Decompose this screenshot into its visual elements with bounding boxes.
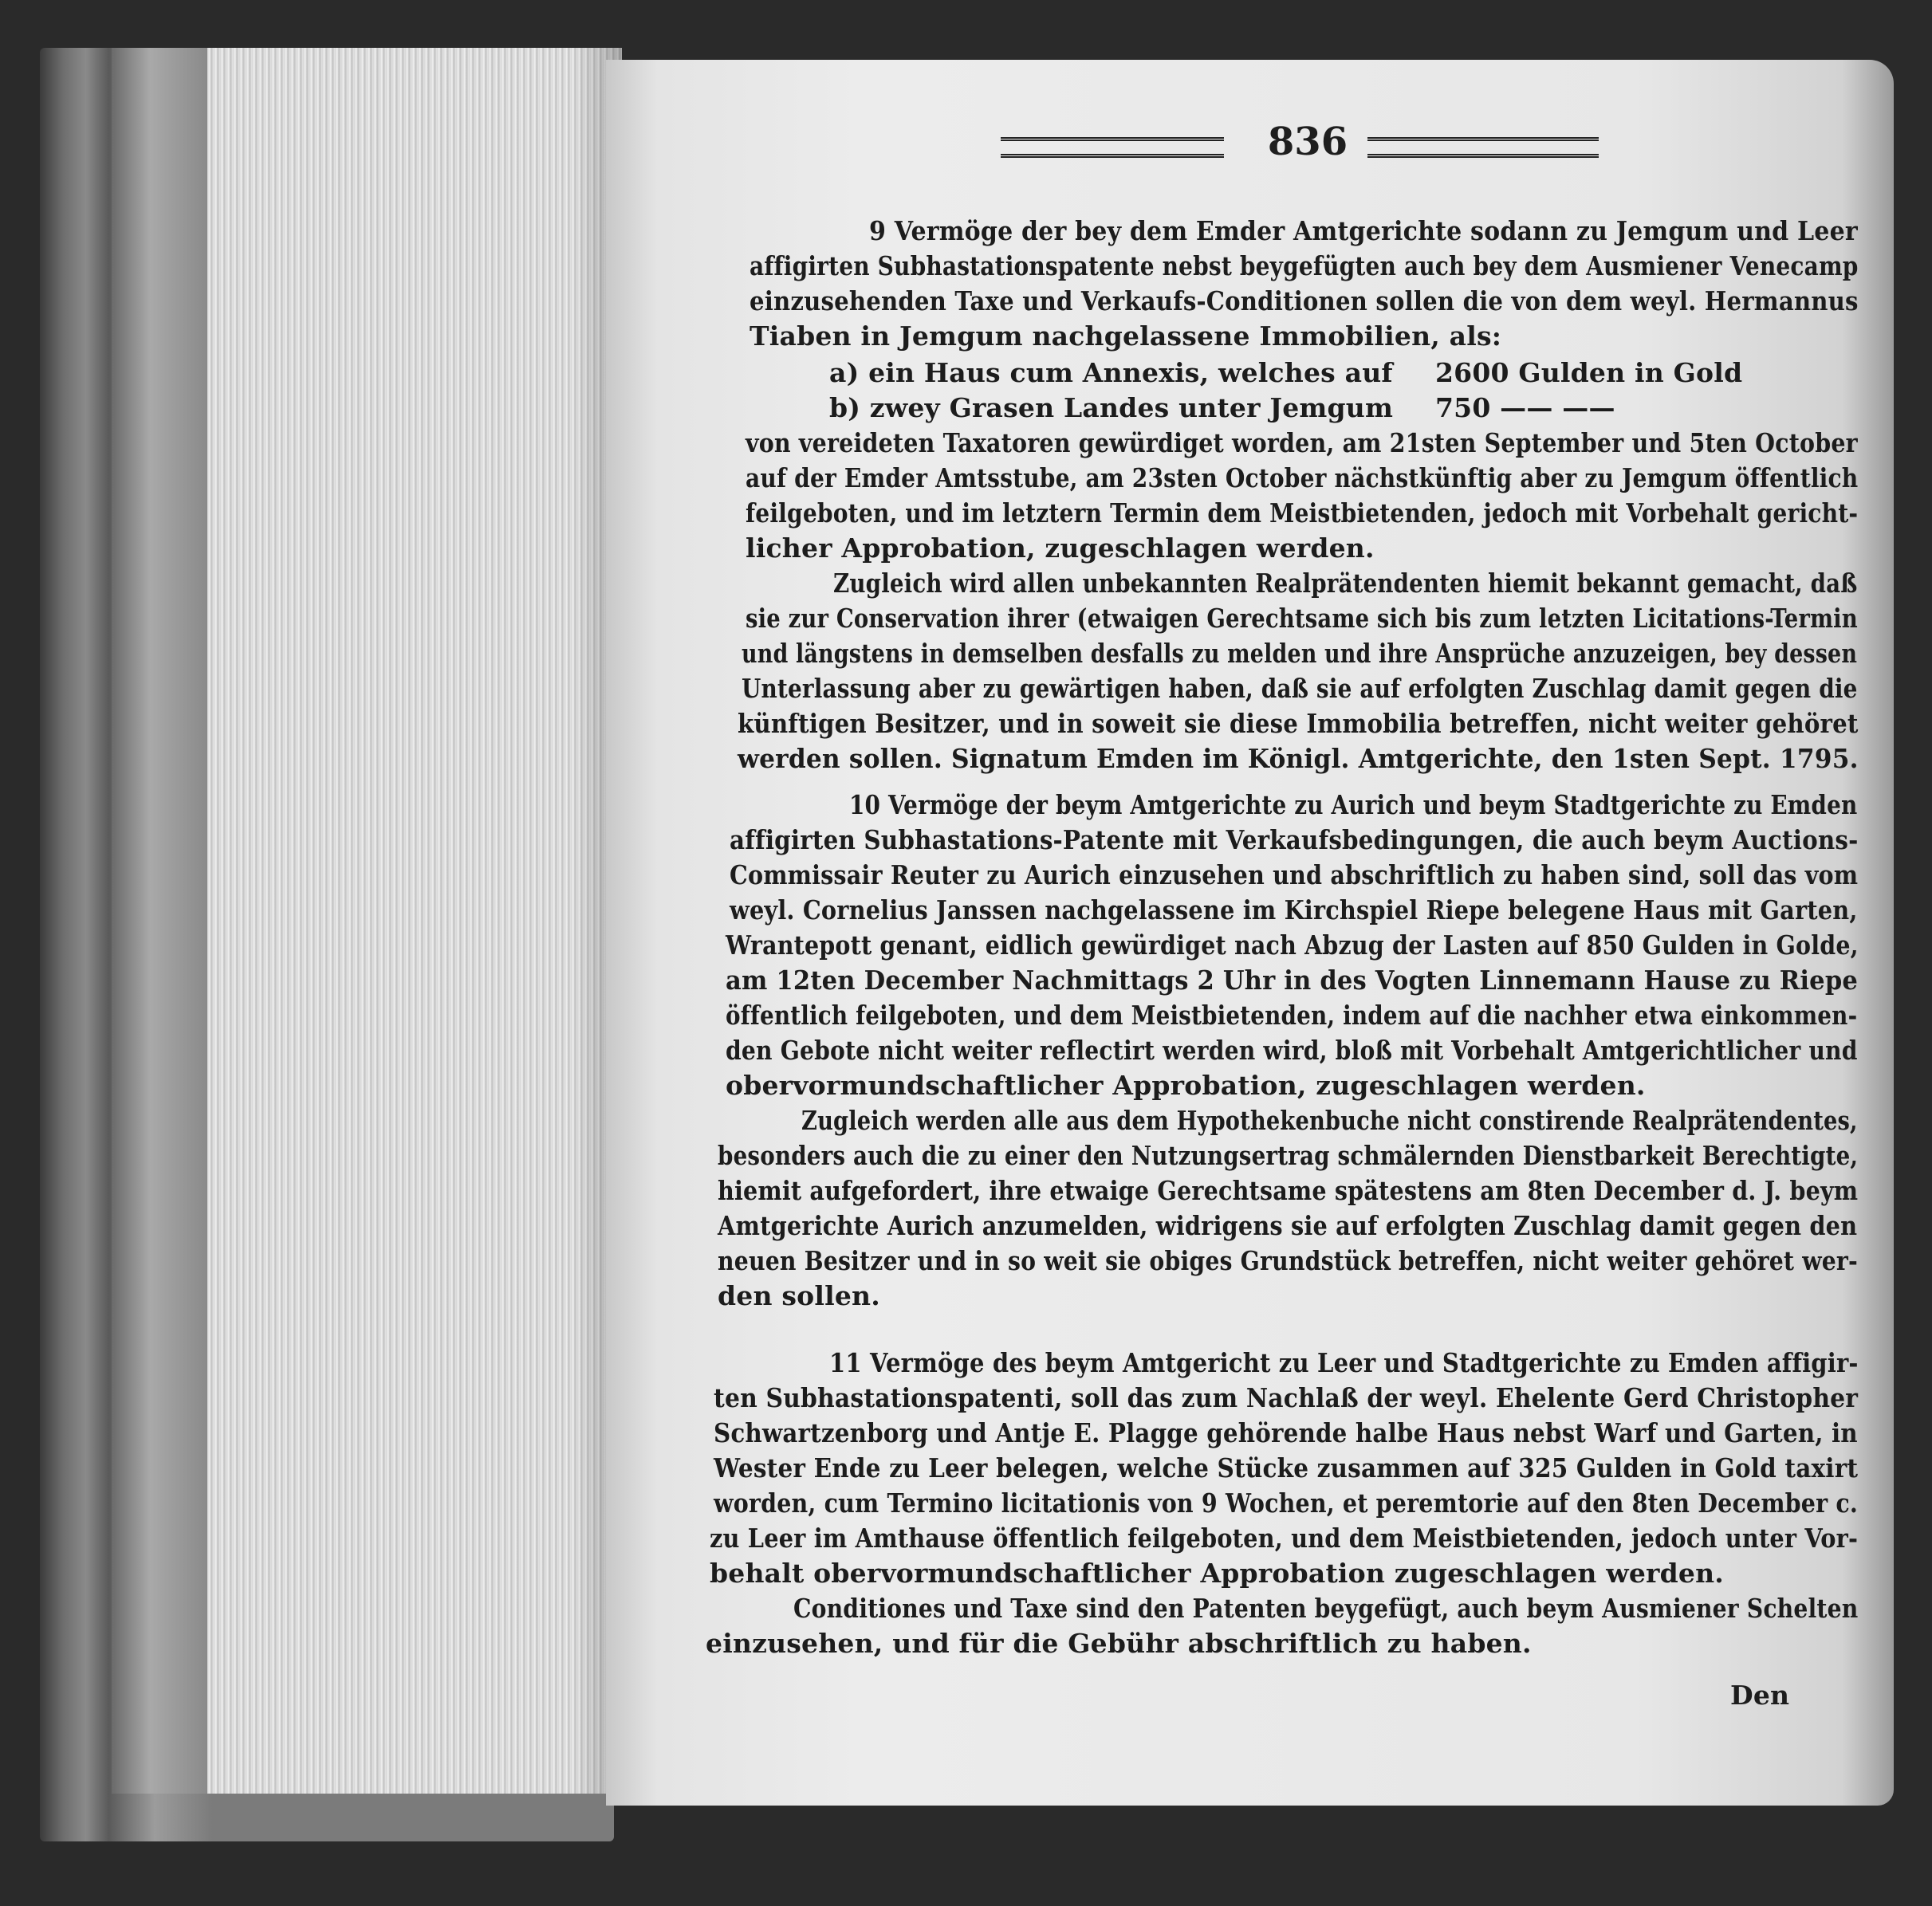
entry-10-line: Wrantepott genant, eidlich gewürdiget nach Abzug der Lasten auf 850 Gulden in Golde, <box>726 929 1859 961</box>
entry-9-line: licher Approbation, zugeschlagen werden. <box>746 533 1375 564</box>
entry-9-line: Zugleich wird allen unbekannten Realprätendenten hiemit bekannt gemacht, daß <box>833 568 1858 599</box>
header-rule-left <box>1001 137 1224 158</box>
entry-9-line: werden sollen. Signatum Emden im Königl. Amtgerichte, den 1sten Sept. 1795. <box>738 743 1859 774</box>
header-rule-right <box>1367 137 1599 158</box>
entry-9-line: von vereideten Taxatoren gewürdiget worden, am 21sten September und 5ten October <box>746 427 1858 458</box>
entry-11-line: behalt obervormundschaftlicher Approbation zugeschlagen werden. <box>710 1558 1724 1589</box>
entry-10-line: besonders auch die zu einer den Nutzungsertrag schmälernden Dienstbarkeit Berechtigte, <box>718 1140 1859 1171</box>
entry-10-line: Commissair Reuter zu Aurich einzusehen und abschriftlich zu haben sind, soll das vom <box>730 859 1859 890</box>
item-b-label: b) zwey Grasen Landes unter Jemgum <box>829 392 1394 423</box>
item-b-value: 750 —— —— <box>1435 392 1615 423</box>
entry-10-line: den Gebote nicht weiter reflectirt werden wird, bloß mit Vorbehalt Amtgerichtlicher und <box>726 1035 1858 1066</box>
entry-9-line: affigirten Subhastationspatente nebst beygefügten auch bey dem Ausmiener Venecamp <box>750 250 1859 281</box>
entry-9-line: auf der Emder Amtsstube, am 23sten October nächstkünftig aber zu Jemgum öffentlich <box>746 462 1859 493</box>
entry-9-line: und längstens in demselben desfalls zu melden und ihre Ansprüche anzuzeigen, bey dessen <box>742 638 1858 669</box>
entry-11-line: ten Subhastationspatenti, soll das zum Nachlaß der weyl. Ehelente Gerd Christopher <box>714 1382 1859 1413</box>
entry-9-line: einzusehenden Taxe und Verkaufs-Conditionen sollen die von dem weyl. Hermannus <box>750 285 1859 316</box>
entry-9-line: sie zur Conservation ihrer (etwaigen Gerechtsame sich bis zum letzten Licitations-Termin <box>746 603 1858 634</box>
catchword: Den <box>1730 1680 1790 1711</box>
entry-11-line: zu Leer im Amthause öffentlich feilgeboten, und dem Meistbietenden, jedoch unter Vor- <box>710 1523 1859 1554</box>
entry-11-line: worden, cum Termino licitationis von 9 Wochen, et peremtorie auf den 8ten December c. <box>714 1487 1859 1519</box>
entry-11-line: Wester Ende zu Leer belegen, welche Stücke zusammen auf 325 Gulden in Gold taxirt <box>714 1452 1859 1484</box>
entry-9-line: künftigen Besitzer, und in soweit sie diese Immobilia betreffen, nicht weiter gehöret <box>738 708 1859 739</box>
entry-10-line: neuen Besitzer und in so weit sie obiges Grundstück betreffen, nicht weiter gehöret wer- <box>718 1245 1858 1276</box>
page-edges-shadow <box>112 48 207 1794</box>
entry-9-line: Tiaben in Jemgum nachgelassene Immobilien, als: <box>750 320 1502 352</box>
entry-10-line: weyl. Cornelius Janssen nachgelassene im Kirchspiel Riepe belegene Haus mit Garten, <box>730 894 1858 925</box>
entry-10-line: den sollen. <box>718 1280 880 1311</box>
entry-10-line: am 12ten December Nachmittags 2 Uhr in des Vogten Linnemann Hause zu Riepe <box>726 965 1859 996</box>
entry-9-line: 9 Vermöge der bey dem Emder Amtgerichte sodann zu Jemgum und Leer <box>869 215 1858 246</box>
item-a-label: a) ein Haus cum Annexis, welches auf <box>829 357 1393 388</box>
entry-11-line: einzusehen, und für die Gebühr abschriftlich zu haben. <box>706 1628 1532 1659</box>
entry-10-line: Zugleich werden alle aus dem Hypothekenbuche nicht constirende Realprätendentes, <box>801 1105 1858 1136</box>
entry-10-line: 10 Vermöge der beym Amtgerichte zu Aurich und beym Stadtgerichte zu Emden <box>849 789 1858 820</box>
entry-9-line: feilgeboten, und im letztern Termin dem Meistbietenden, jedoch mit Vorbehalt gericht- <box>746 497 1859 529</box>
entry-10-line: hiemit aufgefordert, ihre etwaige Gerechtsame spätestens am 8ten December d. J. beym <box>718 1175 1859 1206</box>
entry-11-line: 11 Vermöge des beym Amtgericht zu Leer und Stadtgerichte zu Emden affigir- <box>829 1347 1859 1378</box>
entry-11-line: Schwartzenborg und Antje E. Plagge gehörende halbe Haus nebst Warf und Garten, in <box>714 1417 1858 1448</box>
entry-10-line: obervormundschaftlicher Approbation, zugeschlagen werden. <box>726 1070 1646 1101</box>
entry-10-line: öffentlich feilgeboten, und dem Meistbietenden, indem auf die nachher etwa einkommen- <box>726 1000 1858 1031</box>
item-a-value: 2600 Gulden in Gold <box>1435 357 1743 388</box>
entry-9-line: Unterlassung aber zu gewärtigen haben, daß sie auf erfolgten Zuschlag damit gegen die <box>742 673 1858 704</box>
entry-10-line: Amtgerichte Aurich anzumelden, widrigens sie auf erfolgten Zuschlag damit gegen den <box>718 1210 1858 1241</box>
entry-11-line: Conditiones und Taxe sind den Patenten beygefügt, auch beym Ausmiener Schelten <box>793 1593 1859 1624</box>
entry-10-line: affigirten Subhastations-Patente mit Verkaufsbedingungen, die auch beym Auctions- <box>730 824 1859 855</box>
page-number: 836 <box>1267 120 1348 164</box>
